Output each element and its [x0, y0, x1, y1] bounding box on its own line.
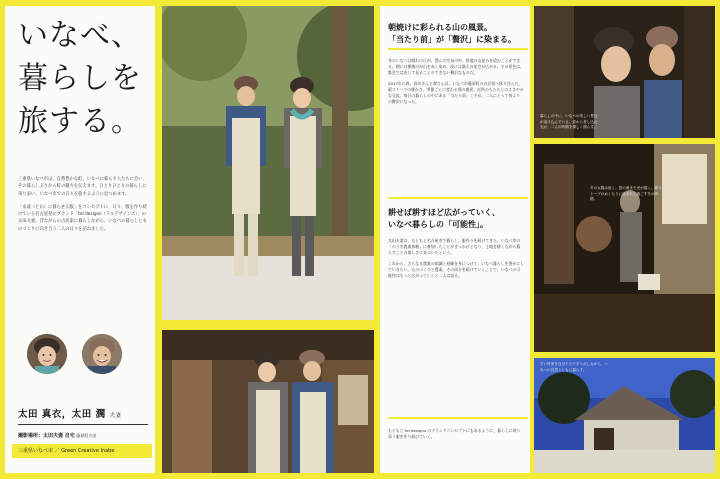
credit-label: 撮影場所：: [18, 433, 44, 439]
section2-paragraph-1: 太田夫妻は、もともと名古屋市で暮らし、服作りを続けてきた。いなべ市の「のうき農業体験」に参加したことがきっかけとなり、土地を耕しながら暮らすことの楽しさに気づいたという。: [388, 238, 521, 256]
title-line-3: 旅する。: [18, 104, 142, 139]
section2-bottomline: [388, 417, 528, 419]
section1-body: [388, 58, 524, 109]
page-title: [18, 14, 153, 143]
people-names: [18, 406, 121, 420]
section2-heading: [388, 207, 528, 231]
section2-body: [388, 238, 524, 283]
caption-bottom-right: 古い民家を自分たちで手入れしながら、いなべの自然とともに暮らす。: [540, 362, 609, 372]
name-divider: [18, 424, 148, 425]
photo-location: [18, 432, 96, 439]
section1-heading-line-1: 朝焼けに彩られる山の風景。: [388, 23, 492, 32]
section2-heading-line-1: 耕せば耕すほど広がっていく、: [388, 208, 500, 217]
section2-heading-line-2: いなべ暮らしの「可能性」。: [388, 220, 488, 229]
caption-mid-right: 冬の太陽は低く、窓の奥まで光が届く。薪ストーブのぬくもりに包まれて過ごす冬の時間。: [590, 186, 662, 202]
caption-top-right: 暮らしの中に、いなべの美しい景色が溶け込んでいる。窓から差し込む光が、二人の時間を優しく照らす。: [540, 114, 598, 130]
section1-paragraph-2: 2017年の春、真衣さんと潤さんは、いなべ市藤原町の古民家へ移り住んだ。薪ストーブの暖かさ、季節ごとに変わる畑の風景、近所の人たちとのささやかな交流。毎日の暮らしの中にある「当たり前」こそが、二人にとって何よりの贅沢になった。: [388, 80, 524, 105]
names-main: 太田 真衣，太田 潤: [18, 409, 106, 420]
names-suffix: 夫妻: [109, 413, 122, 419]
credit-value: 太田夫妻 自宅: [43, 433, 75, 439]
photo-farmhouse: [534, 358, 715, 473]
title-line-2: 暮らしを: [18, 61, 142, 96]
photo-interior-room: [534, 144, 715, 352]
section1-paragraph-1: 冬のいなべは晴れの日が、澄んだ空気の中、鈴鹿の山並みを望むことができる。朝には朝焼けが山を赤く染め、夜には満天の星空が広がる。その景色は、都会では決して見ることのできない贅沢なものだ。: [388, 58, 525, 76]
footer-text: 三重県いなべ市 ／ Green Creative Inabe: [18, 448, 115, 454]
section1-heading-line-2: 「当たり前」が「贅沢」に染まる。: [388, 35, 516, 44]
section1-underline: [388, 48, 528, 50]
section2-topline: [388, 197, 528, 199]
lead-paragraph-1: 三重県いなべ市は、自然豊かな町。いなべに暮らす人たちに会い、その暮らしぶりから町の魅力を伝えます。ひとりひとりの暮らしに寄り添い、いなべ市での日々を旅するように見つめます。: [18, 177, 147, 197]
section1-heading: [388, 22, 528, 46]
lead-text: [18, 176, 148, 239]
section2-closing: [388, 428, 524, 444]
avatar-mai: [27, 334, 67, 374]
photo-couple-outdoors: [162, 6, 374, 320]
title-line-1: いなべ、: [18, 18, 142, 53]
lead-paragraph-2: 「永遠（とわ）に暮らせる服」をコンセプトに、日々、服を作り続けている名古屋発のブランド「tel designs（テルデザインズ）」の太田夫妻。昔ながらの古民家に暮らしながら、いなべの暮らしとものづくりに向き合う二人の日々を訪ねました。: [18, 204, 147, 232]
photo-couple-indoors: [162, 330, 374, 473]
credit-extra: 藤原町古田: [76, 433, 97, 438]
section2-paragraph-2: これから、さらなる農業の知識と経験を身につけて、いなべ暮らしを豊かにしていきたい。ものづくりと農業、その両方を続けていくことで、いなべの可能性はもっと広がっていくと二人は語る。: [388, 260, 525, 279]
section2-paragraph-3: もともと tel designs のブランドコンセプトにもあるように、暮らしに寄り添う服を作り続けていく。: [388, 428, 521, 440]
avatar-jun: [82, 334, 122, 374]
